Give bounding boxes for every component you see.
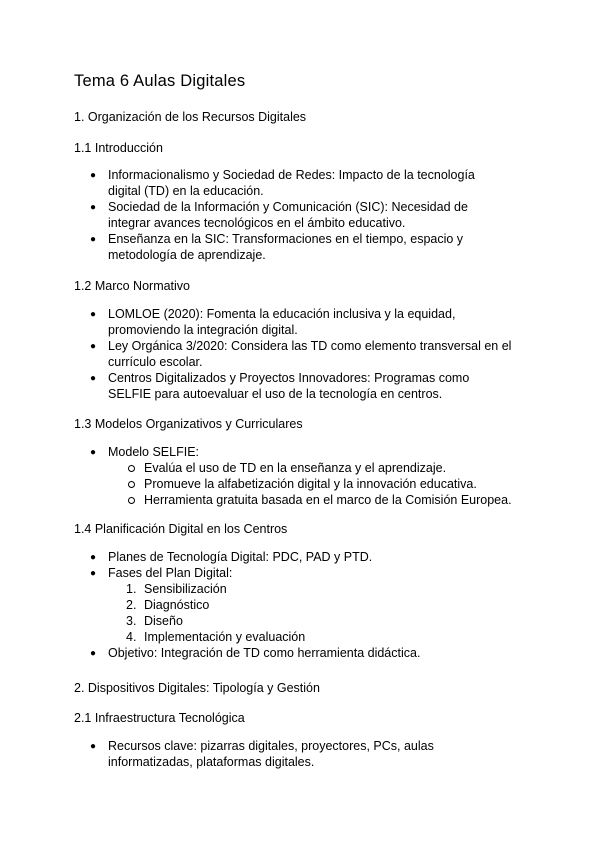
bullet-icon: ● — [90, 568, 97, 579]
phase-number: 1. — [126, 582, 137, 596]
sub-bullet-icon — [128, 497, 135, 504]
bullet-icon: ● — [90, 648, 97, 659]
list-item-line: Planes de Tecnología Digital: PDC, PAD y PTD. — [108, 550, 373, 564]
list-item-line: digital (TD) en la educación. — [108, 184, 264, 198]
list-item-line: Sociedad de la Información y Comunicación (SIC): Necesidad de — [108, 200, 468, 214]
sub-list-item: Herramienta gratuita basada en el marco de la Comisión Europea. — [144, 493, 512, 507]
bullet-icon: ● — [90, 552, 97, 563]
section-1-1-heading: 1.1 Introducción — [74, 141, 163, 155]
list-item-line: LOMLOE (2020): Fomenta la educación inclusiva y la equidad, — [108, 307, 456, 321]
list-item-line: metodología de aprendizaje. — [108, 248, 266, 262]
section-2-heading: 2. Dispositivos Digitales: Tipología y Gestión — [74, 681, 320, 695]
bullet-icon: ● — [90, 234, 97, 245]
sub-list-item: Evalúa el uso de TD en la enseñanza y el aprendizaje. — [144, 461, 447, 475]
list-item-line: Enseñanza en la SIC: Transformaciones en el tiempo, espacio y — [108, 232, 464, 246]
bullet-icon: ● — [90, 341, 97, 352]
list-item-line: Informacionalismo y Sociedad de Redes: Impacto de la tecnología — [108, 168, 475, 182]
list-item-line: Ley Orgánica 3/2020: Considera las TD como elemento transversal en el — [108, 339, 512, 353]
section-1-3-heading: 1.3 Modelos Organizativos y Curriculares — [74, 417, 303, 431]
list-item-line: promoviendo la integración digital. — [108, 323, 298, 337]
section-1-2-heading: 1.2 Marco Normativo — [74, 279, 191, 293]
list-item-line: Recursos clave: pizarras digitales, proyectores, PCs, aulas — [108, 739, 434, 753]
phase-number: 2. — [126, 598, 137, 612]
sub-bullet-icon — [128, 481, 135, 488]
bullet-icon: ● — [90, 741, 97, 752]
list-item-line: Modelo SELFIE: — [108, 445, 200, 459]
phase-item: Sensibilización — [144, 582, 227, 596]
bullet-icon: ● — [90, 170, 97, 181]
phase-number: 3. — [126, 614, 137, 628]
document-title: Tema 6 Aulas Digitales — [74, 72, 246, 90]
sub-list-item: Promueve la alfabetización digital y la innovación educativa. — [144, 477, 477, 491]
section-1-4-heading: 1.4 Planificación Digital en los Centros — [74, 522, 288, 536]
list-item-line: Fases del Plan Digital: — [108, 566, 233, 580]
phase-item: Diagnóstico — [144, 598, 210, 612]
section-1-heading: 1. Organización de los Recursos Digitales — [74, 110, 307, 124]
phase-number: 4. — [126, 630, 137, 644]
bullet-icon: ● — [90, 309, 97, 320]
sub-bullet-icon — [128, 465, 135, 472]
phase-item: Implementación y evaluación — [144, 630, 306, 644]
list-item-line: informatizadas, plataformas digitales. — [108, 755, 315, 769]
bullet-icon: ● — [90, 447, 97, 458]
bullet-icon: ● — [90, 202, 97, 213]
bullet-icon: ● — [90, 373, 97, 384]
list-item-line: SELFIE para autoevaluar el uso de la tecnología en centros. — [108, 387, 443, 401]
list-item-line: currículo escolar. — [108, 355, 203, 369]
list-item-line: Objetivo: Integración de TD como herramienta didáctica. — [108, 646, 421, 660]
list-item-line: integrar avances tecnológicos en el ámbito educativo. — [108, 216, 406, 230]
section-2-1-heading: 2.1 Infraestructura Tecnológica — [74, 711, 245, 725]
list-item-line: Centros Digitalizados y Proyectos Innovadores: Programas como — [108, 371, 470, 385]
phase-item: Diseño — [144, 614, 183, 628]
